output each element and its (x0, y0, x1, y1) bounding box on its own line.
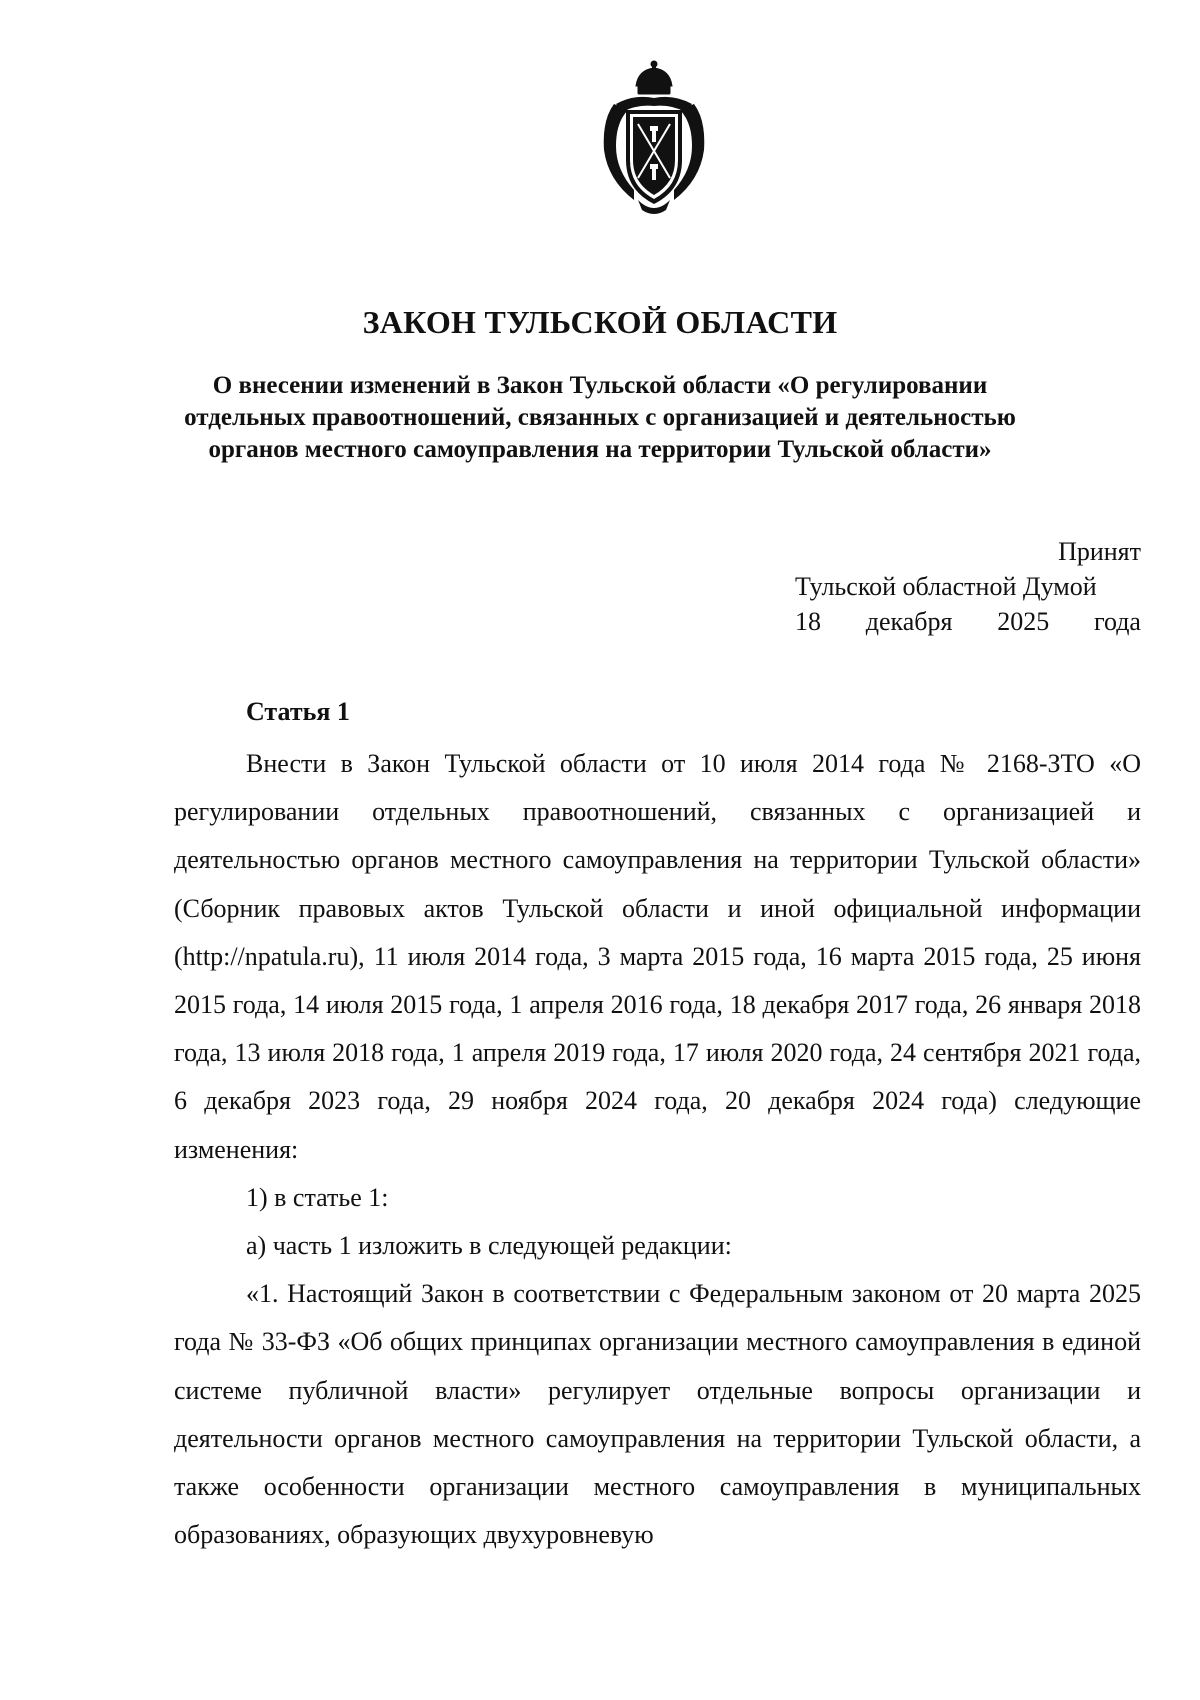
adopted-month: декабря (865, 607, 953, 636)
adopted-body: Тульской областной Думой (795, 572, 1097, 601)
document-title: ЗАКОН ТУЛЬСКОЙ ОБЛАСТИ (362, 304, 838, 340)
list-item-1a: а) часть 1 изложить в следующей редакции: (246, 1231, 732, 1261)
document-body (174, 740, 1141, 1559)
list-item-1: 1) в статье 1: (246, 1182, 389, 1212)
adopted-label: Принят (1058, 537, 1141, 566)
adopted-year: 2025 (997, 607, 1050, 636)
adopted-year-suffix: года (1093, 607, 1141, 636)
document-subtitle: О внесении изменений в Закон Тульской области «О регулировании отдельных правоотношений, связанных с организацией и деятельностью органов местного самоуправления на территории Тульской области» (184, 372, 1016, 463)
tula-coat-of-arms-icon (594, 60, 714, 220)
paragraph-amendment: Внести в Закон Тульской области от 10 июля 2014 года № 2168-ЗТО «О регулировании отдельных правоотношений, связанных с организацией и деятельностью органов местного самоуправления на территории Тульской области» (Сборник правовых актов Тульской области и иной официальной информации (http://npatula.ru), 11 июля 2014 года, 3 марта 2015 года, 16 марта 2015 года, 25 июня 2015 года, 14 июля 2015 года, 1 апреля 2016 года, 18 декабря 2017 года, 26 января 2018 года, 13 июля 2018 года, 1 апреля 2019 года, 17 июля 2020 года, 24 сентября 2021 года, 6 декабря 2023 года, 29 ноября 2024 года, 20 декабря 2024 года) следующие изменения: (174, 749, 1141, 1164)
adoption-block (795, 534, 1141, 639)
adopted-day: 18 (795, 607, 821, 636)
paragraph-quote: «1. Настоящий Закон в соответствии с Федеральным законом от 20 марта 2025 года № 33-ФЗ «Об общих принципах организации местного самоуправления в единой системе публичной власти» регулирует отдельные вопросы организации и деятельности органов местного самоуправления на территории Тульской области, а также особенности организации местного самоуправления в муниципальных образованиях, образующих двухуровневую (174, 1279, 1141, 1550)
adopted-date (795, 604, 1141, 639)
article-heading: Статья 1 (246, 697, 350, 726)
